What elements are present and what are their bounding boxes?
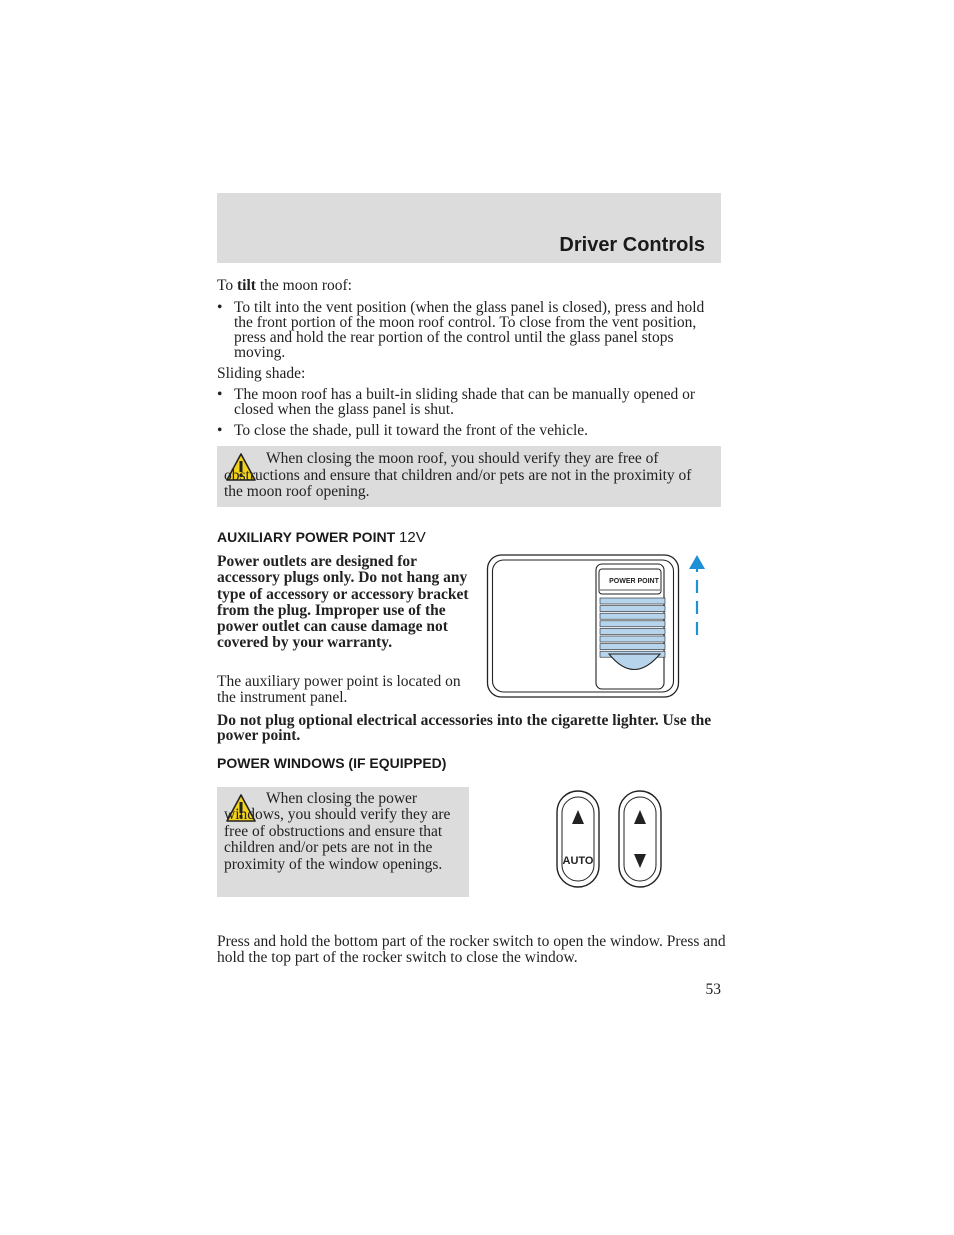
shade-slat bbox=[600, 628, 665, 634]
aux-power-heading bbox=[217, 529, 426, 546]
bullet-dot: • bbox=[217, 386, 223, 403]
aux-power-location: The auxiliary power point is located on the instrument panel. bbox=[217, 673, 461, 706]
aux-power-voltage: 12V bbox=[399, 529, 426, 546]
shade-slat bbox=[600, 636, 665, 642]
auto-label: AUTO bbox=[562, 855, 594, 867]
page-number: 53 bbox=[705, 981, 721, 998]
power-point-figure bbox=[486, 553, 716, 701]
shade-slat bbox=[600, 644, 665, 650]
tilt-intro bbox=[217, 278, 722, 294]
shade-slat bbox=[600, 598, 665, 604]
shade-bullet-text: The moon roof has a built-in sliding shade that can be manually opened or closed when the glass panel is shut. bbox=[234, 386, 696, 418]
moonroof-warning-text: When closing the moon roof, you should verify they are free of obstructions and ensure that children and/or pets are not in the proximity of the moon roof opening. bbox=[224, 450, 692, 500]
window-switches-figure bbox=[552, 788, 668, 890]
bullet-dot: • bbox=[217, 299, 223, 316]
power-windows-warning-box bbox=[217, 787, 469, 897]
shade-slat bbox=[600, 621, 665, 627]
power-point-label: POWER POINT bbox=[609, 578, 659, 585]
cigarette-lighter-note: Do not plug optional electrical accessories into the cigarette lighter. Use the power point. bbox=[217, 712, 712, 744]
bullet-dot: • bbox=[217, 422, 223, 439]
section-header bbox=[217, 193, 721, 263]
tilt-prefix: To bbox=[217, 277, 238, 294]
power-windows-heading: POWER WINDOWS (IF EQUIPPED) bbox=[217, 755, 447, 771]
aux-power-heading-text: AUXILIARY POWER POINT bbox=[217, 529, 396, 545]
shade-bullet-text: To close the shade, pull it toward the front of the vehicle. bbox=[234, 422, 589, 439]
power-windows-instructions: Press and hold the bottom part of the rocker switch to open the window. Press and hold the top part of the rocker switch to close the window. bbox=[217, 933, 726, 966]
tilt-suffix: the moon roof: bbox=[255, 277, 352, 294]
shade-bullet bbox=[217, 423, 722, 438]
section-title: Driver Controls bbox=[559, 234, 705, 256]
shade-slat bbox=[600, 613, 665, 619]
tilt-bold: tilt bbox=[237, 277, 256, 294]
aux-power-caution: Power outlets are designed for accessory plugs only. Do not hang any type of accessory or accessory bracket from the plug. Improper use of the power outlet can cause damage not covered by your warranty. bbox=[217, 553, 469, 652]
tilt-bullet-text: To tilt into the vent position (when the glass panel is closed), press and hold the front portion of the moon roof control. To close from the vent position, press and hold the rear portion of the control until the glass panel stops moving. bbox=[234, 299, 705, 361]
tilt-bullet bbox=[217, 300, 722, 360]
shade-slat bbox=[600, 606, 665, 612]
shade-heading: Sliding shade: bbox=[217, 365, 306, 382]
power-windows-warning-text: When closing the power windows, you should verify they are free of obstructions and ensure that children and/or pets are not in the proximity of the window openings. bbox=[224, 790, 451, 873]
moonroof-warning-box bbox=[217, 446, 721, 507]
up-arrow-icon bbox=[689, 555, 705, 569]
shade-bullet bbox=[217, 387, 722, 417]
